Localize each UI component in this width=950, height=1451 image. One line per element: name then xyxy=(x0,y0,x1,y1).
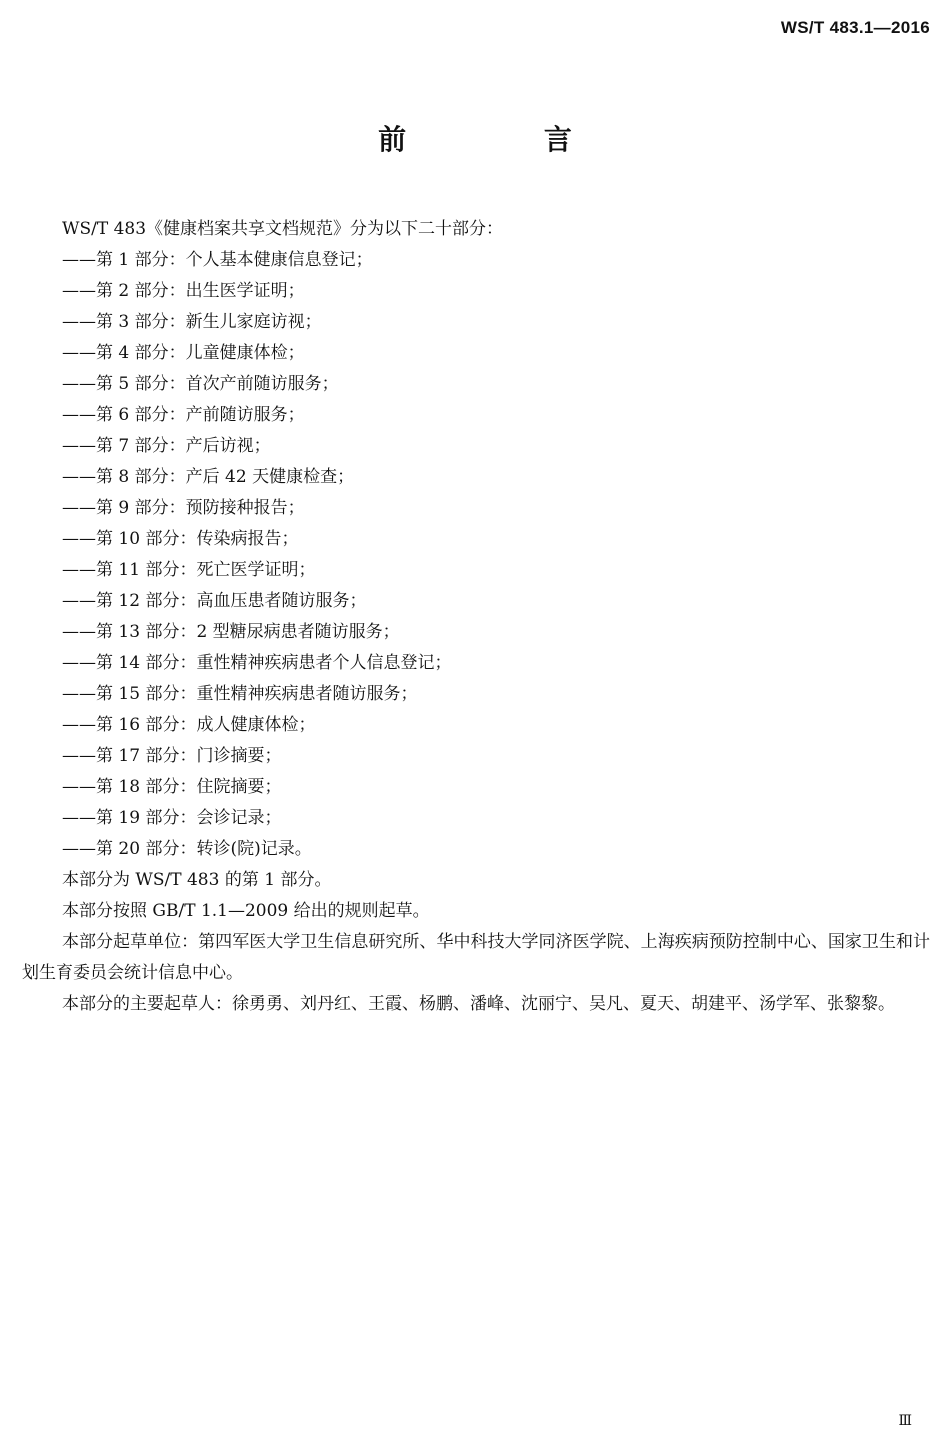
list-item: ——第 2 部分：出生医学证明； xyxy=(62,281,305,301)
page-number: Ⅲ xyxy=(898,1413,912,1429)
standard-code: WS/T 483.1—2016 xyxy=(780,18,930,37)
list-item: ——第 14 部分：重性精神疾病患者个人信息登记； xyxy=(62,653,452,673)
list-item: ——第 10 部分：传染病报告； xyxy=(62,529,299,549)
list-item: ——第 5 部分：首次产前随访服务； xyxy=(62,374,339,394)
list-item: ——第 8 部分：产后 42 天健康检查； xyxy=(62,467,355,487)
list-item: ——第 9 部分：预防接种报告； xyxy=(62,498,305,518)
list-item: ——第 12 部分：高血压患者随访服务； xyxy=(62,591,367,611)
list-item: ——第 11 部分：死亡医学证明； xyxy=(62,560,316,580)
part-of-statement: 本部分为 WS/T 483 的第 1 部分。 xyxy=(62,870,332,890)
foreword-body xyxy=(22,214,930,1020)
intro-paragraph: WS/T 483《健康档案共享文档规范》分为以下二十部分： xyxy=(62,219,504,239)
page-title: 前 言 xyxy=(378,123,636,156)
drafting-units-statement: 本部分起草单位：第四军医大学卫生信息研究所、华中科技大学同济医学院、上海疾病预防控制中心、国家卫生和计划生育委员会统计信息中心。 xyxy=(22,932,930,983)
drafting-rules-statement: 本部分按照 GB/T 1.1—2009 给出的规则起草。 xyxy=(62,901,430,921)
list-item: ——第 18 部分：住院摘要； xyxy=(62,777,282,797)
list-item: ——第 15 部分：重性精神疾病患者随访服务； xyxy=(62,684,418,704)
list-item: ——第 7 部分：产后访视； xyxy=(62,436,271,456)
list-item: ——第 20 部分：转诊(院)记录。 xyxy=(62,839,312,859)
list-item: ——第 3 部分：新生儿家庭访视； xyxy=(62,312,322,332)
list-item: ——第 13 部分：2 型糖尿病患者随访服务； xyxy=(62,622,400,642)
list-item: ——第 19 部分：会诊记录； xyxy=(62,808,282,828)
list-item: ——第 6 部分：产前随访服务； xyxy=(62,405,305,425)
list-item: ——第 1 部分：个人基本健康信息登记； xyxy=(62,250,373,270)
list-item: ——第 17 部分：门诊摘要； xyxy=(62,746,282,766)
parts-list xyxy=(22,245,930,865)
list-item: ——第 4 部分：儿童健康体检； xyxy=(62,343,305,363)
drafters-statement: 本部分的主要起草人：徐勇勇、刘丹红、王霞、杨鹏、潘峰、沈丽宁、吴凡、夏天、胡建平、汤学军、张黎黎。 xyxy=(62,994,895,1014)
list-item: ——第 16 部分：成人健康体检； xyxy=(62,715,316,735)
